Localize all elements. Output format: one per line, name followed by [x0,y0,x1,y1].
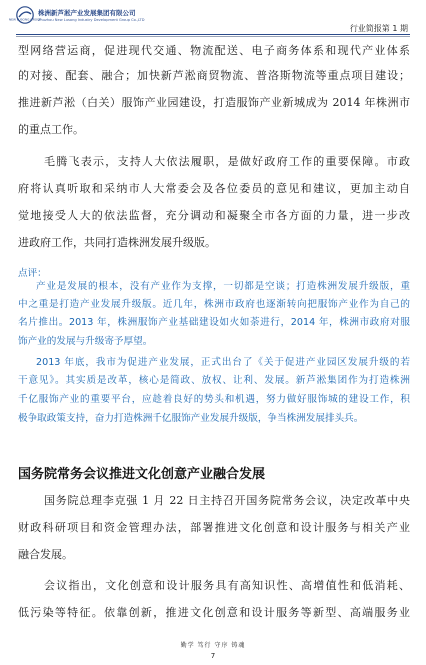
body-line: 推进新芦淞（白关）服饰产业园建设，打造服饰产业新城成为 2014 年株洲市 [18,96,410,109]
section-line: 国务院总理李克强 1 月 22 日主持召开国务院常务会议，决定改革中央 [44,494,410,507]
logo-text: NEW LUSONG GROUP [8,17,42,22]
body-line: 型网络营运商，促进现代交通、物流配送、电子商务体系和现代产业体系 [18,44,410,57]
comment-label: 点评： [18,268,47,279]
body-line: 毛腾飞表示，支持人大依法履职，是做好政府工作的重要保障。市政 [44,155,410,168]
issue-label: 行业简报第 1 期 [349,24,408,33]
body-line: 觉地接受人大的依法监督，充分调动和凝聚全市各方面的力量，进一步改 [18,209,410,222]
section-line: 融合发展。 [18,548,73,561]
section-line: 低污染等特征。依靠创新，推进文化创意和设计服务等新型、高端服务业 [18,606,410,619]
company-name-en: Zhuzhou New Lusong Industry Development Group Co.,LTD [38,18,145,22]
section-line: 会议指出，文化创意和设计服务具有高知识性、高增值性和低消耗、 [44,579,410,592]
comment-line: 产业是发展的根本，没有产业作为支撑，一切都是空谈；打造株洲发展升级版，重 [36,281,410,292]
header-rule [16,34,410,35]
comment-line: 中之重是打造产业发展升级版。近几年，株洲市政府也逐渐转向把服饰产业作为自己的 [18,299,410,310]
comment-line: 名片推出。2013 年，株洲服饰产业基础建设如火如荼进行，2014 年，株洲市政府对服 [18,317,410,328]
comment-line: 极争取政策支持，奋力打造株洲千亿服饰产业发展升级版，争当株洲发展排头兵。 [18,413,364,424]
body-line: 的对接、配套、融合；加快新芦淞商贸物流、普洛斯物流等重点项目建设； [18,69,410,82]
footer-motto: 勤学 笃行 守序 铸魂 [180,642,246,649]
page-header [0,0,426,38]
company-name-cn: 株洲新芦淞产业发展集团有限公司 [38,9,136,17]
body-line: 府将认真听取和采纳市人大常委会及各位委员的意见和建议，更加主动自 [18,182,410,195]
section-heading: 国务院常务会议推进文化创意产业融合发展 [18,467,266,482]
header-rule-thin [16,36,410,37]
body-line: 进政府工作，共同打造株洲发展升级版。 [18,236,216,249]
comment-line: 饰产业的发展与升级寄予厚望。 [18,336,153,347]
page-number: 7 [210,652,216,660]
body-line: 的重点工作。 [18,123,84,136]
section-line: 财政科研项目和资金管理办法，部署推进文化创意和设计服务与相关产业 [18,521,410,534]
comment-line: 千亿服饰产业的重要平台，应趁着良好的势头和机遇，努力做好服饰城的建设工作，积 [18,394,410,405]
company-logo [8,6,42,24]
comment-line: 干意见》。其实质是改革，核心是简政、放权、让利、发展。新芦淞集团作为打造株洲 [18,375,410,386]
comment-line: 2013 年底，我市为促进产业发展，正式出台了《关于促进产业园区发展升级的若 [36,357,410,368]
